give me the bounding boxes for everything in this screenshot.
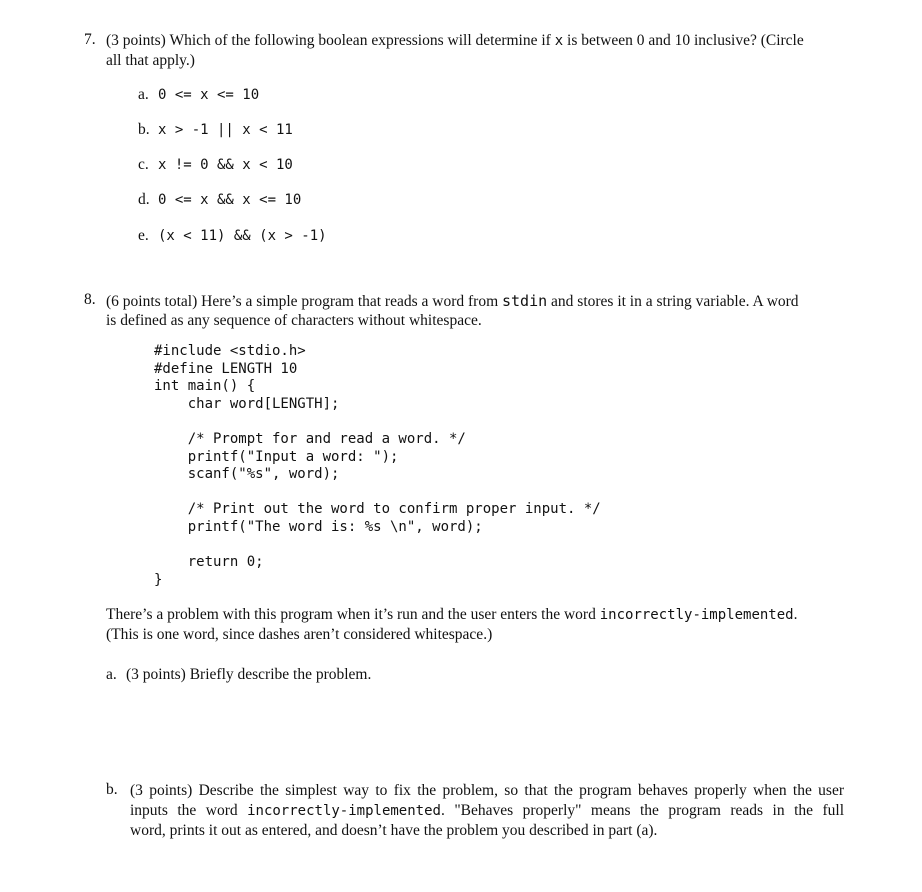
part-a: a. (3 points) Briefly describe the problem. — [106, 666, 372, 683]
question-8-prompt-line-2: is defined as any sequence of characters without whitespace. — [106, 312, 482, 329]
question-7-option-b: b. x > -1 || x < 11 — [138, 121, 293, 138]
code-line: #include <stdio.h> — [154, 343, 306, 359]
question-7-prompt-line-2: all that apply.) — [106, 52, 195, 69]
code-line: return 0; — [154, 554, 264, 571]
question-7-option-c: c. x != 0 && x < 10 — [138, 156, 293, 173]
code-line: #define LENGTH 10 — [154, 360, 298, 377]
question-7-number: 7. — [84, 31, 96, 48]
code-line: printf("Input a word: "); — [154, 448, 399, 465]
code-line: /* Prompt for and read a word. */ — [154, 431, 466, 447]
question-7-option-a: a. 0 <= x <= 10 — [138, 86, 260, 103]
code-line: } — [154, 571, 163, 588]
code-line: /* Print out the word to confirm proper input. */ — [154, 501, 601, 518]
part-b-line-1: (3 points) Describe the simplest way to fix the problem, so that the program behaves properly when the user — [130, 782, 844, 799]
part-b-letter: b. — [106, 781, 118, 798]
code-line: scanf("%s", word); — [154, 466, 340, 483]
part-b-line-3: word, prints it out as entered, and doesn’t have the problem you described in part (a). — [130, 822, 658, 839]
question-8-prompt-line-1: (6 points total) Here’s a simple program that reads a word from stdin and stores it in a string variable. A word — [106, 292, 799, 310]
problem-statement-line-1: There’s a problem with this program when it’s run and the user enters the word incorrectly-implemented. — [106, 606, 798, 623]
code-line: int main() { — [154, 378, 256, 395]
question-7-option-e: e. (x < 11) && (x > -1) — [138, 227, 327, 244]
part-b-line-2: inputs the word incorrectly-implemented. "Behaves properly" means the program reads in the full — [130, 802, 844, 819]
code-line: printf("The word is: %s \n", word); — [154, 519, 483, 535]
code-line: char word[LENGTH]; — [154, 395, 340, 412]
question-7-prompt-line-1: (3 points) Which of the following boolean expressions will determine if x is between 0 and 10 inclusive? (Circle — [106, 32, 804, 49]
question-7-option-d: d. 0 <= x && x <= 10 — [138, 191, 302, 208]
problem-statement-line-2: (This is one word, since dashes aren’t considered whitespace.) — [106, 626, 493, 643]
question-8-number: 8. — [84, 291, 96, 308]
